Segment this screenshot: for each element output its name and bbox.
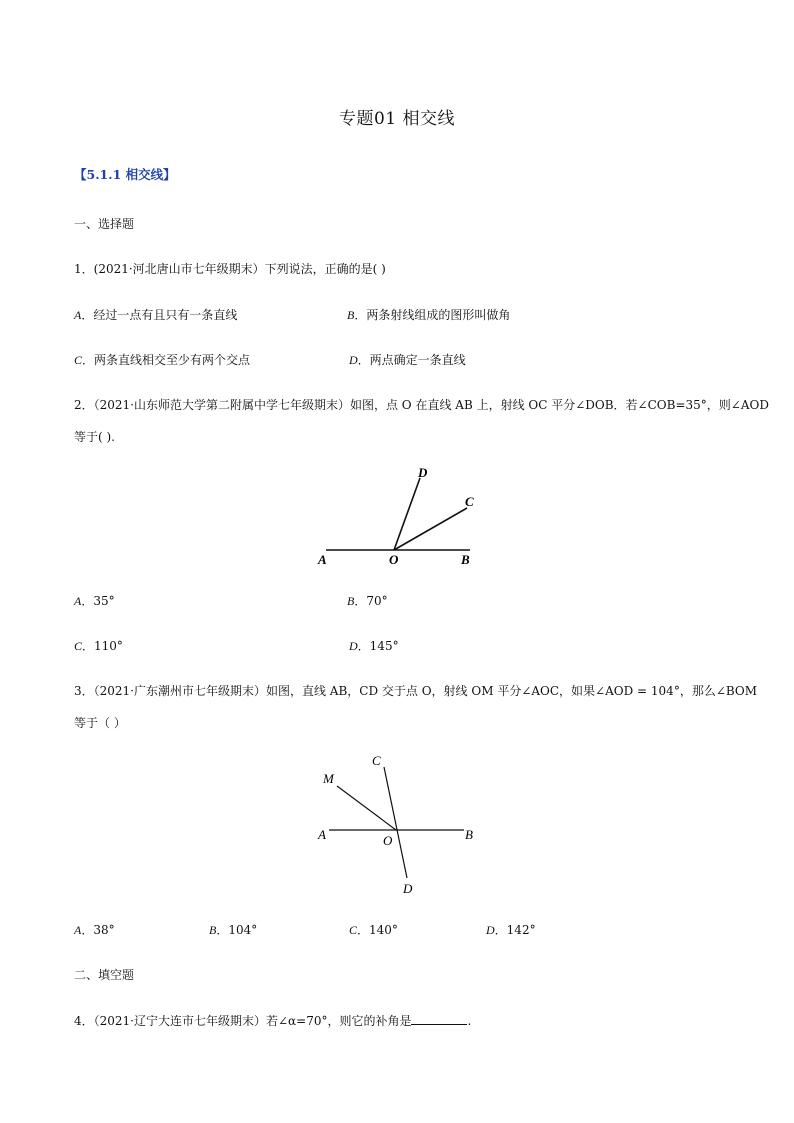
q2-option-d — [349, 637, 399, 654]
option-text: ．70° — [354, 594, 388, 608]
option-letter: B — [347, 308, 355, 322]
line-cd — [384, 767, 407, 878]
q1-option-a — [74, 306, 237, 323]
option-text: ．145° — [357, 639, 399, 653]
label-m: M — [323, 771, 334, 786]
question-4-stem: 4．（2021·辽宁大连市七年级期末）若∠α=70°，则它的补角是 — [74, 1014, 412, 1028]
q2-option-b — [347, 592, 388, 609]
ray-om — [337, 786, 396, 830]
q3-option-a — [74, 921, 115, 938]
option-letter: D — [486, 923, 495, 937]
option-text: ．140° — [357, 923, 398, 937]
option-text: ．35° — [81, 594, 115, 608]
option-letter: A — [74, 923, 82, 937]
option-text: ．104° — [216, 923, 258, 937]
option-letter: D — [349, 353, 358, 367]
answer-blank — [411, 1013, 467, 1025]
option-text: ．经过一点有且只有一条直线 — [81, 308, 238, 322]
ray-oc — [394, 508, 467, 550]
q3-option-d — [486, 921, 536, 938]
label-b: B — [465, 827, 473, 842]
question-3-stem-line2: 等于（ ） — [74, 716, 126, 730]
label-d: D — [403, 881, 413, 896]
label-o: O — [389, 552, 399, 567]
q2-option-c — [74, 637, 123, 654]
option-text: ．38° — [81, 923, 115, 937]
q1-option-b — [347, 306, 510, 323]
option-letter: A — [74, 594, 82, 608]
question-3-stem-line1: 3．（2021·广东潮州市七年级期末）如图，直线 AB，CD 交于点 O，射线 OM 平分∠AOC，如果∠AOD = 104°，那么∠BOM — [74, 684, 758, 698]
option-letter: A — [74, 308, 82, 322]
q1-option-d — [349, 351, 466, 368]
label-a: A — [318, 552, 327, 567]
section-heading: 【5.1.1 相交线】 — [74, 167, 176, 182]
part-heading-fill: 二、填空题 — [74, 968, 135, 982]
option-text: ．两条射线组成的图形叫做角 — [354, 308, 511, 322]
option-letter: B — [209, 923, 217, 937]
option-letter: C — [74, 639, 83, 653]
option-text: ．两点确定一条直线 — [357, 353, 466, 367]
label-b: B — [461, 552, 470, 567]
label-a: A — [318, 827, 326, 842]
label-d: D — [418, 465, 428, 480]
option-text: ．两条直线相交至少有两个交点 — [82, 353, 251, 367]
part-heading-choice: 一、选择题 — [74, 217, 135, 231]
question-4 — [74, 1012, 471, 1029]
option-letter: D — [349, 639, 358, 653]
question-2-stem-line1: 2．（2021·山东师范大学第二附属中学七年级期末）如图，点 O 在直线 AB 上，射线 OC 平分∠DOB．若∠COB=35°，则∠AOD — [74, 398, 769, 412]
label-c: C — [465, 494, 474, 509]
ray-od — [394, 478, 420, 550]
option-text: ．142° — [494, 923, 536, 937]
question-2-stem-line2: 等于( ). — [74, 430, 115, 444]
option-letter: C — [74, 353, 83, 367]
label-c: C — [372, 753, 381, 768]
q2-option-a — [74, 592, 115, 609]
option-letter: B — [347, 594, 355, 608]
question-1-stem: 1．(2021·河北唐山市七年级期末）下列说法，正确的是( ) — [74, 262, 386, 276]
page-title: 专题01 相交线 — [338, 109, 456, 129]
q3-figure — [310, 748, 490, 898]
q1-option-c — [74, 351, 250, 368]
option-letter: C — [349, 923, 358, 937]
q3-option-b — [209, 921, 257, 938]
label-o: O — [383, 833, 393, 848]
option-text: ．110° — [82, 639, 123, 653]
q3-option-c — [349, 921, 398, 938]
q2-figure — [310, 460, 490, 575]
question-4-end: . — [467, 1014, 472, 1028]
